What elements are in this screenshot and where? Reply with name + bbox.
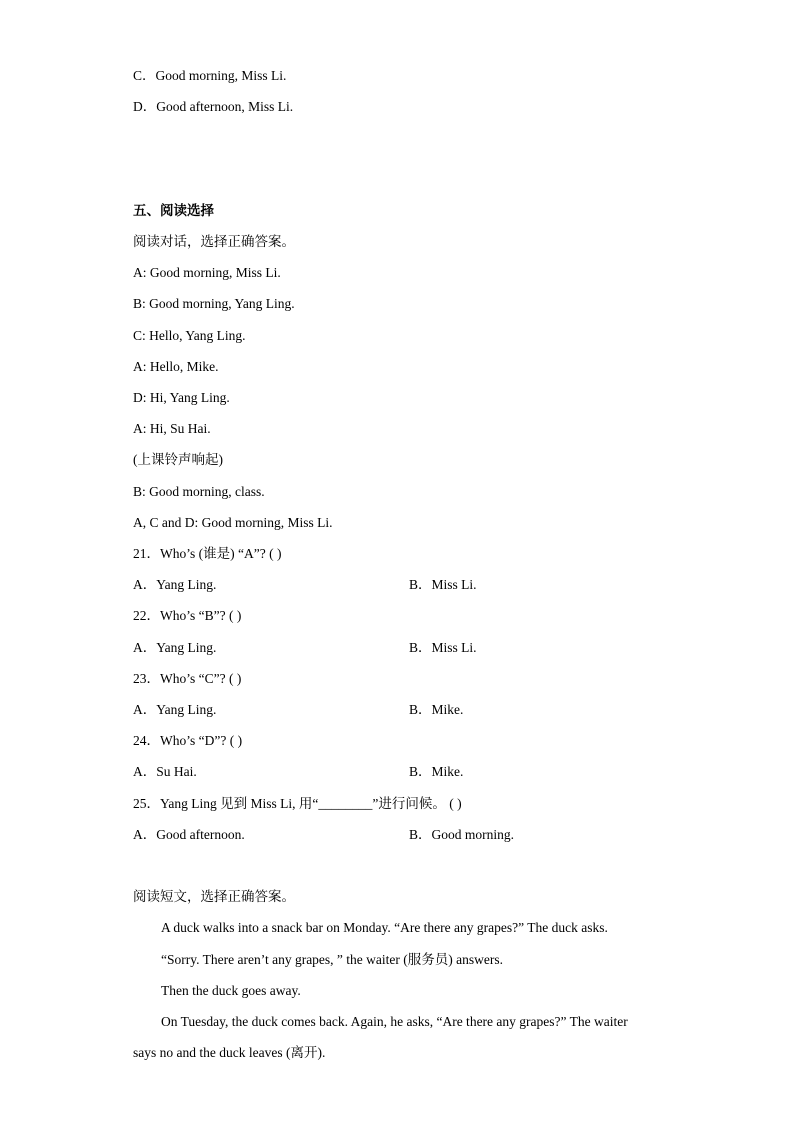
dialogue-line: A: Good morning, Miss Li. [133,265,281,280]
dialogue-line: C: Hello, Yang Ling. [133,328,246,343]
dialogue-line: A: Hi, Su Hai. [133,421,211,436]
option-a[interactable]: A．Yang Ling. [133,702,217,717]
question-stem: 24．Who’s “D”? ( ) [133,733,243,748]
option-d-prev: D．Good afternoon, Miss Li. [133,99,294,114]
section-heading: 五、阅读选择 [133,203,214,218]
option-b[interactable]: B．Miss Li. [409,640,477,655]
option-a[interactable]: A．Su Hai. [133,764,197,779]
option-b[interactable]: B．Mike. [409,764,464,779]
passage-paragraph: On Tuesday, the duck comes back. Again, he asks, “Are there any grapes?” The waiter [161,1014,628,1029]
question-stem: 21．Who’s (谁是) “A”? ( ) [133,546,282,561]
option-a[interactable]: A．Yang Ling. [133,577,217,592]
option-b[interactable]: B．Miss Li. [409,577,477,592]
dialogue-line: (上课铃声响起) [133,452,223,467]
passage-instruction: 阅读短文，选择正确答案。 [133,889,295,904]
dialogue-line: B: Good morning, class. [133,484,265,499]
dialogue-line: A: Hello, Mike. [133,359,219,374]
option-c-prev: C．Good morning, Miss Li. [133,68,287,83]
dialogue-line: B: Good morning, Yang Ling. [133,296,295,311]
dialogue-line: D: Hi, Yang Ling. [133,390,230,405]
passage-paragraph: A duck walks into a snack bar on Monday. “Are there any grapes?” The duck asks. [161,920,608,935]
option-a[interactable]: A．Yang Ling. [133,640,217,655]
question-stem: 22．Who’s “B”? ( ) [133,608,242,623]
option-a[interactable]: A．Good afternoon. [133,827,245,842]
question-stem: 23．Who’s “C”? ( ) [133,671,242,686]
passage-paragraph: Then the duck goes away. [161,983,301,998]
dialogue-line: A, C and D: Good morning, Miss Li. [133,515,333,530]
passage-paragraph: “Sorry. There aren’t any grapes, ” the waiter (服务员) answers. [161,952,503,967]
dialogue-instruction: 阅读对话，选择正确答案。 [133,234,295,249]
question-stem: 25．Yang Ling 见到 Miss Li, 用“________”进行问候。 ( ) [133,796,462,811]
option-b[interactable]: B．Good morning. [409,827,515,842]
passage-paragraph: says no and the duck leaves (离开). [133,1045,326,1060]
option-b[interactable]: B．Mike. [409,702,464,717]
